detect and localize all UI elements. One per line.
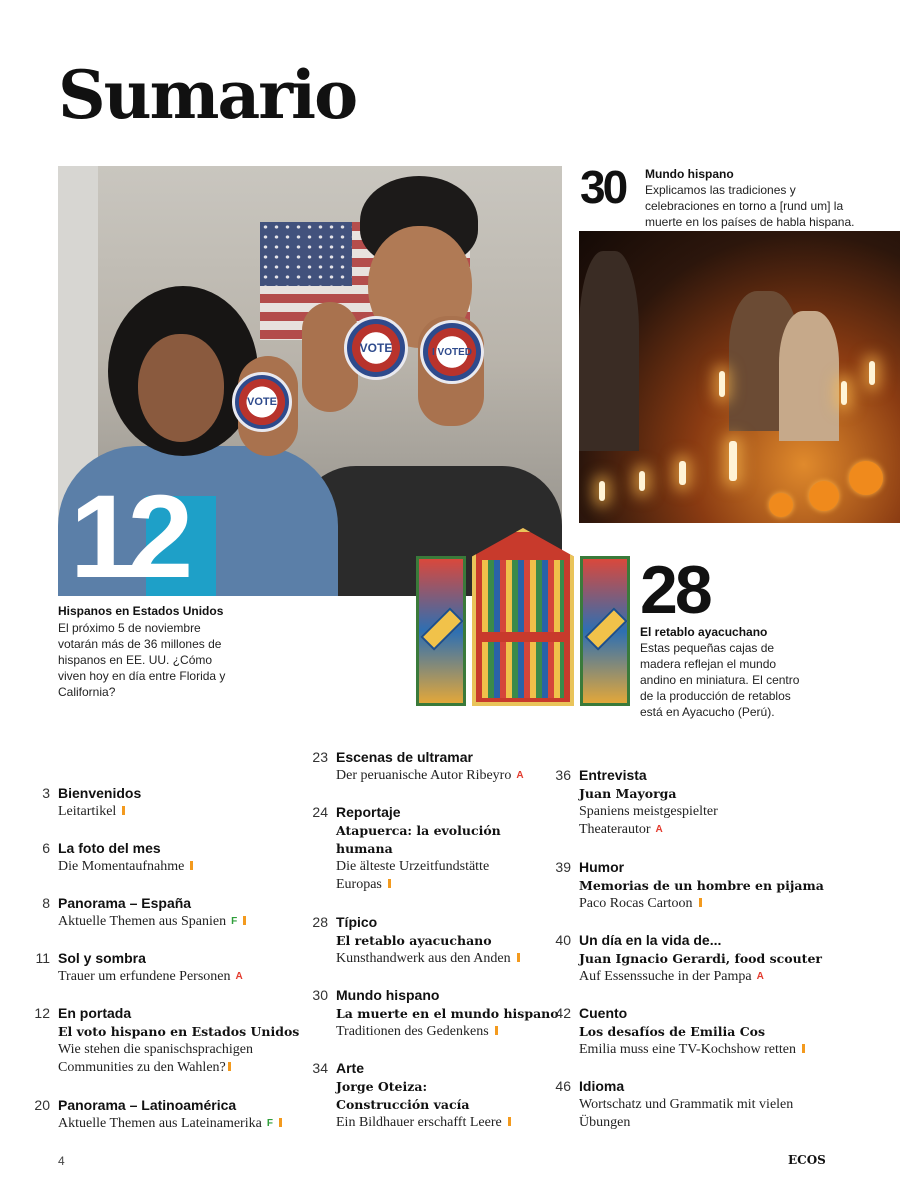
level-bar-icon: [190, 861, 193, 870]
toc-entry[interactable]: 46 Idioma Wortschatz und Grammatik mit vielen Übungen: [555, 1078, 794, 1130]
vote-badge: VOTE: [344, 316, 408, 380]
i-voted-badge: I VOTED: [420, 320, 484, 384]
toc-entry[interactable]: 34 Arte Jorge Oteiza: Construcción vacía Ein Bildhauer erschafft Leere: [306, 1060, 516, 1132]
toc-entry[interactable]: 12 En portada El voto hispano en Estados Unidos Wie stehen die spanischsprachigen Communities zu den Wahlen?: [34, 1005, 300, 1075]
feature-heading-12: Hispanos en Estados Unidos: [58, 604, 224, 618]
level-bar-icon: [228, 1062, 231, 1071]
toc-entry[interactable]: 11 Sol y sombra Trauer um erfundene Personen A: [35, 950, 243, 984]
feature-heading-28: El retablo ayacuchano: [640, 625, 768, 639]
toc-entry[interactable]: 3 Bienvenidos Leitartikel: [42, 785, 142, 819]
toc-entry[interactable]: 20 Panorama – Latinoamérica Aktuelle Themen aus Lateinamerika F: [28, 1097, 282, 1133]
feature-heading-30: Mundo hispano: [645, 167, 734, 181]
level-f-icon: F: [266, 1118, 273, 1129]
toc-entry[interactable]: 36 Entrevista Juan Mayorga Spaniens meistgespielter Theaterautor A: [555, 767, 718, 837]
toc-entry[interactable]: 23 Escenas de ultramar Der peruanische Autor Ribeyro A: [312, 749, 524, 783]
level-a-icon: A: [235, 971, 243, 982]
level-bar-icon: [802, 1044, 805, 1053]
page-title: Sumario: [58, 56, 357, 134]
toc-entry[interactable]: 42 Cuento Los desafíos de Emilia Cos Emilia muss eine TV-Kochshow retten: [549, 1005, 805, 1059]
feature-text-28: Estas pequeñas cajas de madera reflejan el mundo andino en miniatura. El centro de la producción de retablos está en Ayacucho (Perú).: [640, 641, 800, 719]
level-bar-icon: [122, 806, 125, 815]
vote-badge-2024: VOTE: [232, 372, 292, 432]
magazine-brand: ECOS: [788, 1153, 826, 1167]
toc-entry[interactable]: 30 Mundo hispano La muerte en el mundo hispano Traditionen des Gedenkens: [312, 987, 559, 1039]
level-bar-icon: [508, 1117, 511, 1126]
level-bar-icon: [517, 953, 520, 962]
level-bar-icon: [279, 1118, 282, 1127]
level-a-icon: A: [655, 824, 663, 835]
level-f-icon: F: [231, 916, 238, 927]
level-a-icon: A: [516, 770, 524, 781]
feature-number-30: 30: [580, 161, 626, 213]
retablo-photo: [416, 528, 630, 706]
feature-text-30: Explicamos las tradiciones y celebraciones en torno a [rund um] la muerte en los países de habla hispana.: [645, 183, 855, 229]
page-number: 4: [58, 1154, 65, 1168]
toc-entry[interactable]: 8 Panorama – España Aktuelle Themen aus Spanien F: [28, 895, 246, 931]
toc-entry[interactable]: 24 Reportaje Atapuerca: la evolución humana Die älteste Urzeitfundstätte Europas: [312, 804, 501, 892]
feature-number-12: 12: [70, 471, 186, 596]
toc-entry[interactable]: 40 Un día en la vida de... Juan Ignacio Gerardi, food scouter Auf Essenssuche in der Pampa A: [555, 932, 822, 984]
day-of-the-dead-photo: [579, 231, 900, 523]
level-bar-icon: [495, 1026, 498, 1035]
toc-entry[interactable]: 6 La foto del mes Die Momentaufnahme: [28, 840, 193, 876]
feature-number-28: 28: [640, 552, 710, 628]
level-bar-icon: [699, 898, 702, 907]
level-bar-icon: [388, 879, 391, 888]
level-a-icon: A: [756, 971, 764, 982]
feature-text-12: El próximo 5 de noviembre votarán más de 36 millones de hispanos en EE. UU. ¿Cómo viven hoy en día entre Florida y California?: [58, 621, 226, 699]
toc-entry[interactable]: 28 Típico El retablo ayacuchano Kunsthandwerk aus den Anden: [306, 914, 520, 968]
level-bar-icon: [243, 916, 246, 925]
toc-entry[interactable]: 39 Humor Memorias de un hombre en pijama Paco Rocas Cartoon: [555, 859, 824, 911]
